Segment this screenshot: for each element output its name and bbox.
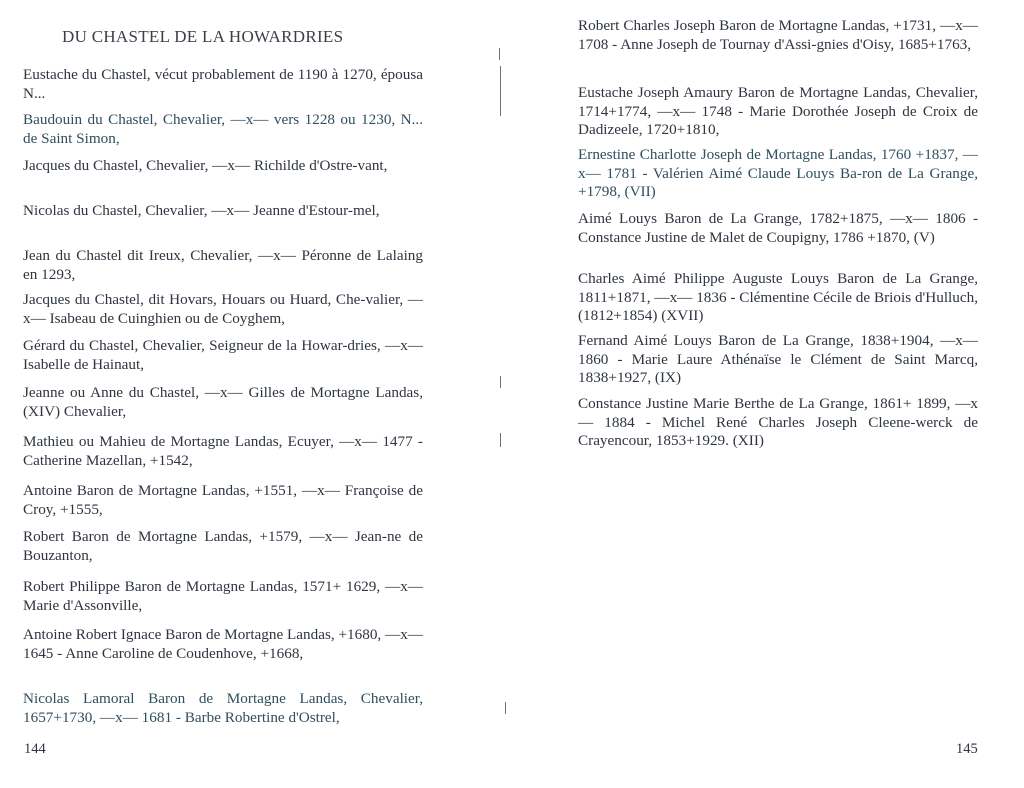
genealogy-entry: Jeanne ou Anne du Chastel, —x— Gilles de Mortagne Landas, (XIV) Chevalier, [23,384,423,420]
gutter-mark [500,376,501,388]
right-page [510,0,1024,788]
genealogy-entry: Ernestine Charlotte Joseph de Mortagne Landas, 1760 +1837, —x— 1781 - Valérien Aimé Claude Louys Ba-ron de La Grange, +1798, (VII) [578,146,978,200]
genealogy-entry: Jacques du Chastel, dit Hovars, Houars ou Huard, Che-valier, —x— Isabeau de Cuinghien ou de Coyghem, [23,291,423,327]
genealogy-entry: Charles Aimé Philippe Auguste Louys Baron de La Grange, 1811+1871, —x— 1836 - Clémentine Cécile de Briois d'Hulluch, (1812+1854) (XVII) [578,270,978,324]
genealogy-entry: Nicolas Lamoral Baron de Mortagne Landas, Chevalier, 1657+1730, —x— 1681 - Barbe Robertine d'Ostrel, [23,690,423,726]
genealogy-entry: Aimé Louys Baron de La Grange, 1782+1875, —x— 1806 - Constance Justine de Malet de Coupigny, 1786 +1870, (V) [578,210,978,246]
genealogy-entry: Robert Baron de Mortagne Landas, +1579, —x— Jean-ne de Bouzanton, [23,528,423,564]
genealogy-entry: Constance Justine Marie Berthe de La Grange, 1861+ 1899, —x— 1884 - Michel René Charles Joseph Cleene-werck de Crayencour, 1853+1929. (XII) [578,395,978,449]
page-number: 144 [24,741,46,757]
page-number: 145 [956,741,978,757]
genealogy-entry: Gérard du Chastel, Chevalier, Seigneur de la Howar-dries, —x— Isabelle de Hainaut, [23,337,423,373]
gutter-mark [505,702,506,714]
genealogy-entry: Jacques du Chastel, Chevalier, —x— Richilde d'Ostre-vant, [23,157,388,174]
genealogy-entry: Robert Charles Joseph Baron de Mortagne Landas, +1731, —x— 1708 - Anne Joseph de Tournay d'Assi-gnies d'Oisy, 1685+1763, [578,17,978,53]
genealogy-entry: Antoine Robert Ignace Baron de Mortagne Landas, +1680, —x— 1645 - Anne Caroline de Coudenhove, +1668, [23,626,423,662]
gutter-mark [500,66,501,116]
genealogy-entry: Eustache du Chastel, vécut probablement de 1190 à 1270, épousa N... [23,66,423,102]
left-page [0,0,500,788]
genealogy-entry: Eustache Joseph Amaury Baron de Mortagne Landas, Chevalier, 1714+1774, —x— 1748 - Marie Dorothée Joseph de Croix de Dadizeele, 1720+1810, [578,84,978,138]
genealogy-entry: Jean du Chastel dit Ireux, Chevalier, —x— Péronne de Lalaing en 1293, [23,247,423,283]
genealogy-entry: Nicolas du Chastel, Chevalier, —x— Jeanne d'Estour-mel, [23,202,380,219]
genealogy-entry: Baudouin du Chastel, Chevalier, —x— vers 1228 ou 1230, N... de Saint Simon, [23,111,423,147]
genealogy-entry: Mathieu ou Mahieu de Mortagne Landas, Ecuyer, —x— 1477 - Catherine Mazellan, +1542, [23,433,423,469]
gutter-mark [499,48,500,60]
genealogy-entry: Robert Philippe Baron de Mortagne Landas, 1571+ 1629, —x— Marie d'Assonville, [23,578,423,614]
genealogy-entry: Antoine Baron de Mortagne Landas, +1551, —x— Françoise de Croy, +1555, [23,482,423,518]
page-title: DU CHASTEL DE LA HOWARDRIES [62,27,344,46]
genealogy-entry: Fernand Aimé Louys Baron de La Grange, 1838+1904, —x— 1860 - Marie Laure Athénaïse le Clément de Saint Marcq, 1838+1927, (IX) [578,332,978,386]
gutter-mark [500,433,501,447]
